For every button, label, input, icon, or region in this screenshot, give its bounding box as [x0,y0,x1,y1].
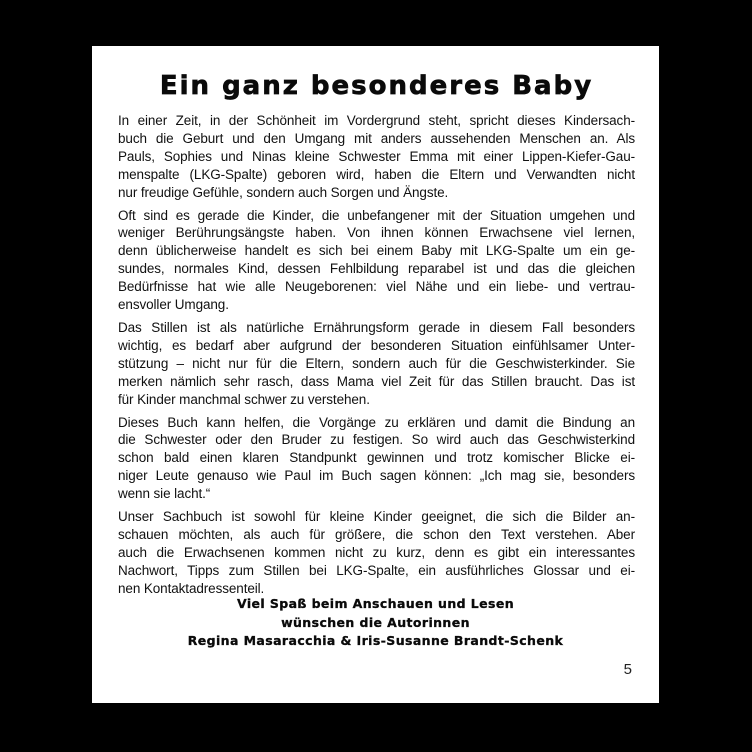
body-paragraphs [118,112,635,598]
paragraph [118,319,635,409]
book-page [92,46,659,703]
text-line: nur freudige Gefühle, sondern auch Sorgen und Ängste. [118,184,449,200]
text-line: Oft sind es gerade die Kinder, die unbefangener mit der Situation umgehen und [118,207,635,223]
text-line: niger Leute genauso wie Paul im Buch sagen können: „Ich mag sie, besonders [118,468,635,484]
text-line: Dieses Buch kann helfen, die Vorgänge zu erklären und damit die Bindung an [118,414,635,430]
text-line: denn üblicherweise handelt es sich bei einem Baby mit LKG-Spalte um ein ge- [118,243,635,259]
paragraph [118,112,635,202]
text-line: stützung – nicht nur für die Eltern, sondern auch für die Geschwisterkinder. Sie [118,355,635,371]
text-line: In einer Zeit, in der Schönheit im Vordergrund steht, spricht dieses Kindersach- [118,113,635,128]
closing-line: Viel Spaß beim Anschauen und Lesen [236,596,514,611]
text-line: merken nämlich sehr rasch, dass Mama viel Zeit für das Stillen braucht. Das ist [118,373,635,389]
text-line: Das Stillen ist als natürliche Ernährungsform gerade in diesem Fall besonders [118,319,635,335]
text-line: ensvoller Umgang. [118,297,229,313]
text-line: für Kinder manchmal schwer zu verstehen. [118,391,370,407]
page-title: Ein ganz besonderes Baby [159,71,594,101]
paragraph [118,207,635,314]
text-line: Pauls, Sophies und Ninas kleine Schwester Emma mit einer Lippen-Kiefer-Gau- [118,148,635,164]
closing-line: wünschen die Autorinnen [281,614,470,630]
page-number: 5 [623,661,632,678]
text-line: Bedürfnisse hat wie alle Neugeborenen: viel Nähe und ein liebe- und vertrau- [118,279,635,295]
text-line: schon bald einen klaren Standpunkt gewinnen und trotz komischer Blicke ei- [118,450,635,466]
text-line: nen Kontaktadressenteil. [118,580,265,596]
closing-line: Regina Masaracchia & Iris-Susanne Brandt-Schenk [187,633,564,648]
closing-signature [92,595,659,651]
text-line: menspalte (LKG-Spalte) geboren wird, haben die Eltern und Verwandten nicht [118,166,635,182]
text-line: wichtig, es bedarf aber aufgrund der besonderen Situation einfühlsamer Unter- [118,337,635,353]
text-line: schauen möchten, als auch für größere, die schon den Text verstehen. Aber [118,526,635,542]
paragraph [118,508,635,598]
text-line: weniger Berührungsängste haben. Von ihnen können Erwachsene viel lernen, [118,225,635,241]
text-line: die Schwester oder den Bruder zu festigen. So wird auch das Geschwisterkind [118,432,635,448]
text-line: Unser Sachbuch ist sowohl für kleine Kinder geeignet, die sich die Bilder an- [118,509,635,525]
text-line: auch die Erwachsenen kommen nicht zu kurz, denn es gibt ein interessantes [118,544,635,560]
paragraph [118,414,635,504]
text-line: sundes, normales Kind, dessen Fehlbildung reparabel ist und das die gleichen [118,261,635,277]
text-line: wenn sie lacht.“ [118,486,211,502]
text-line: Nachwort, Tipps zum Stillen bei LKG-Spalte, ein ausführliches Glossar und ei- [118,562,635,578]
text-line: buch die Geburt und den Umgang mit anders aussehenden Menschen an. Als [118,130,635,146]
